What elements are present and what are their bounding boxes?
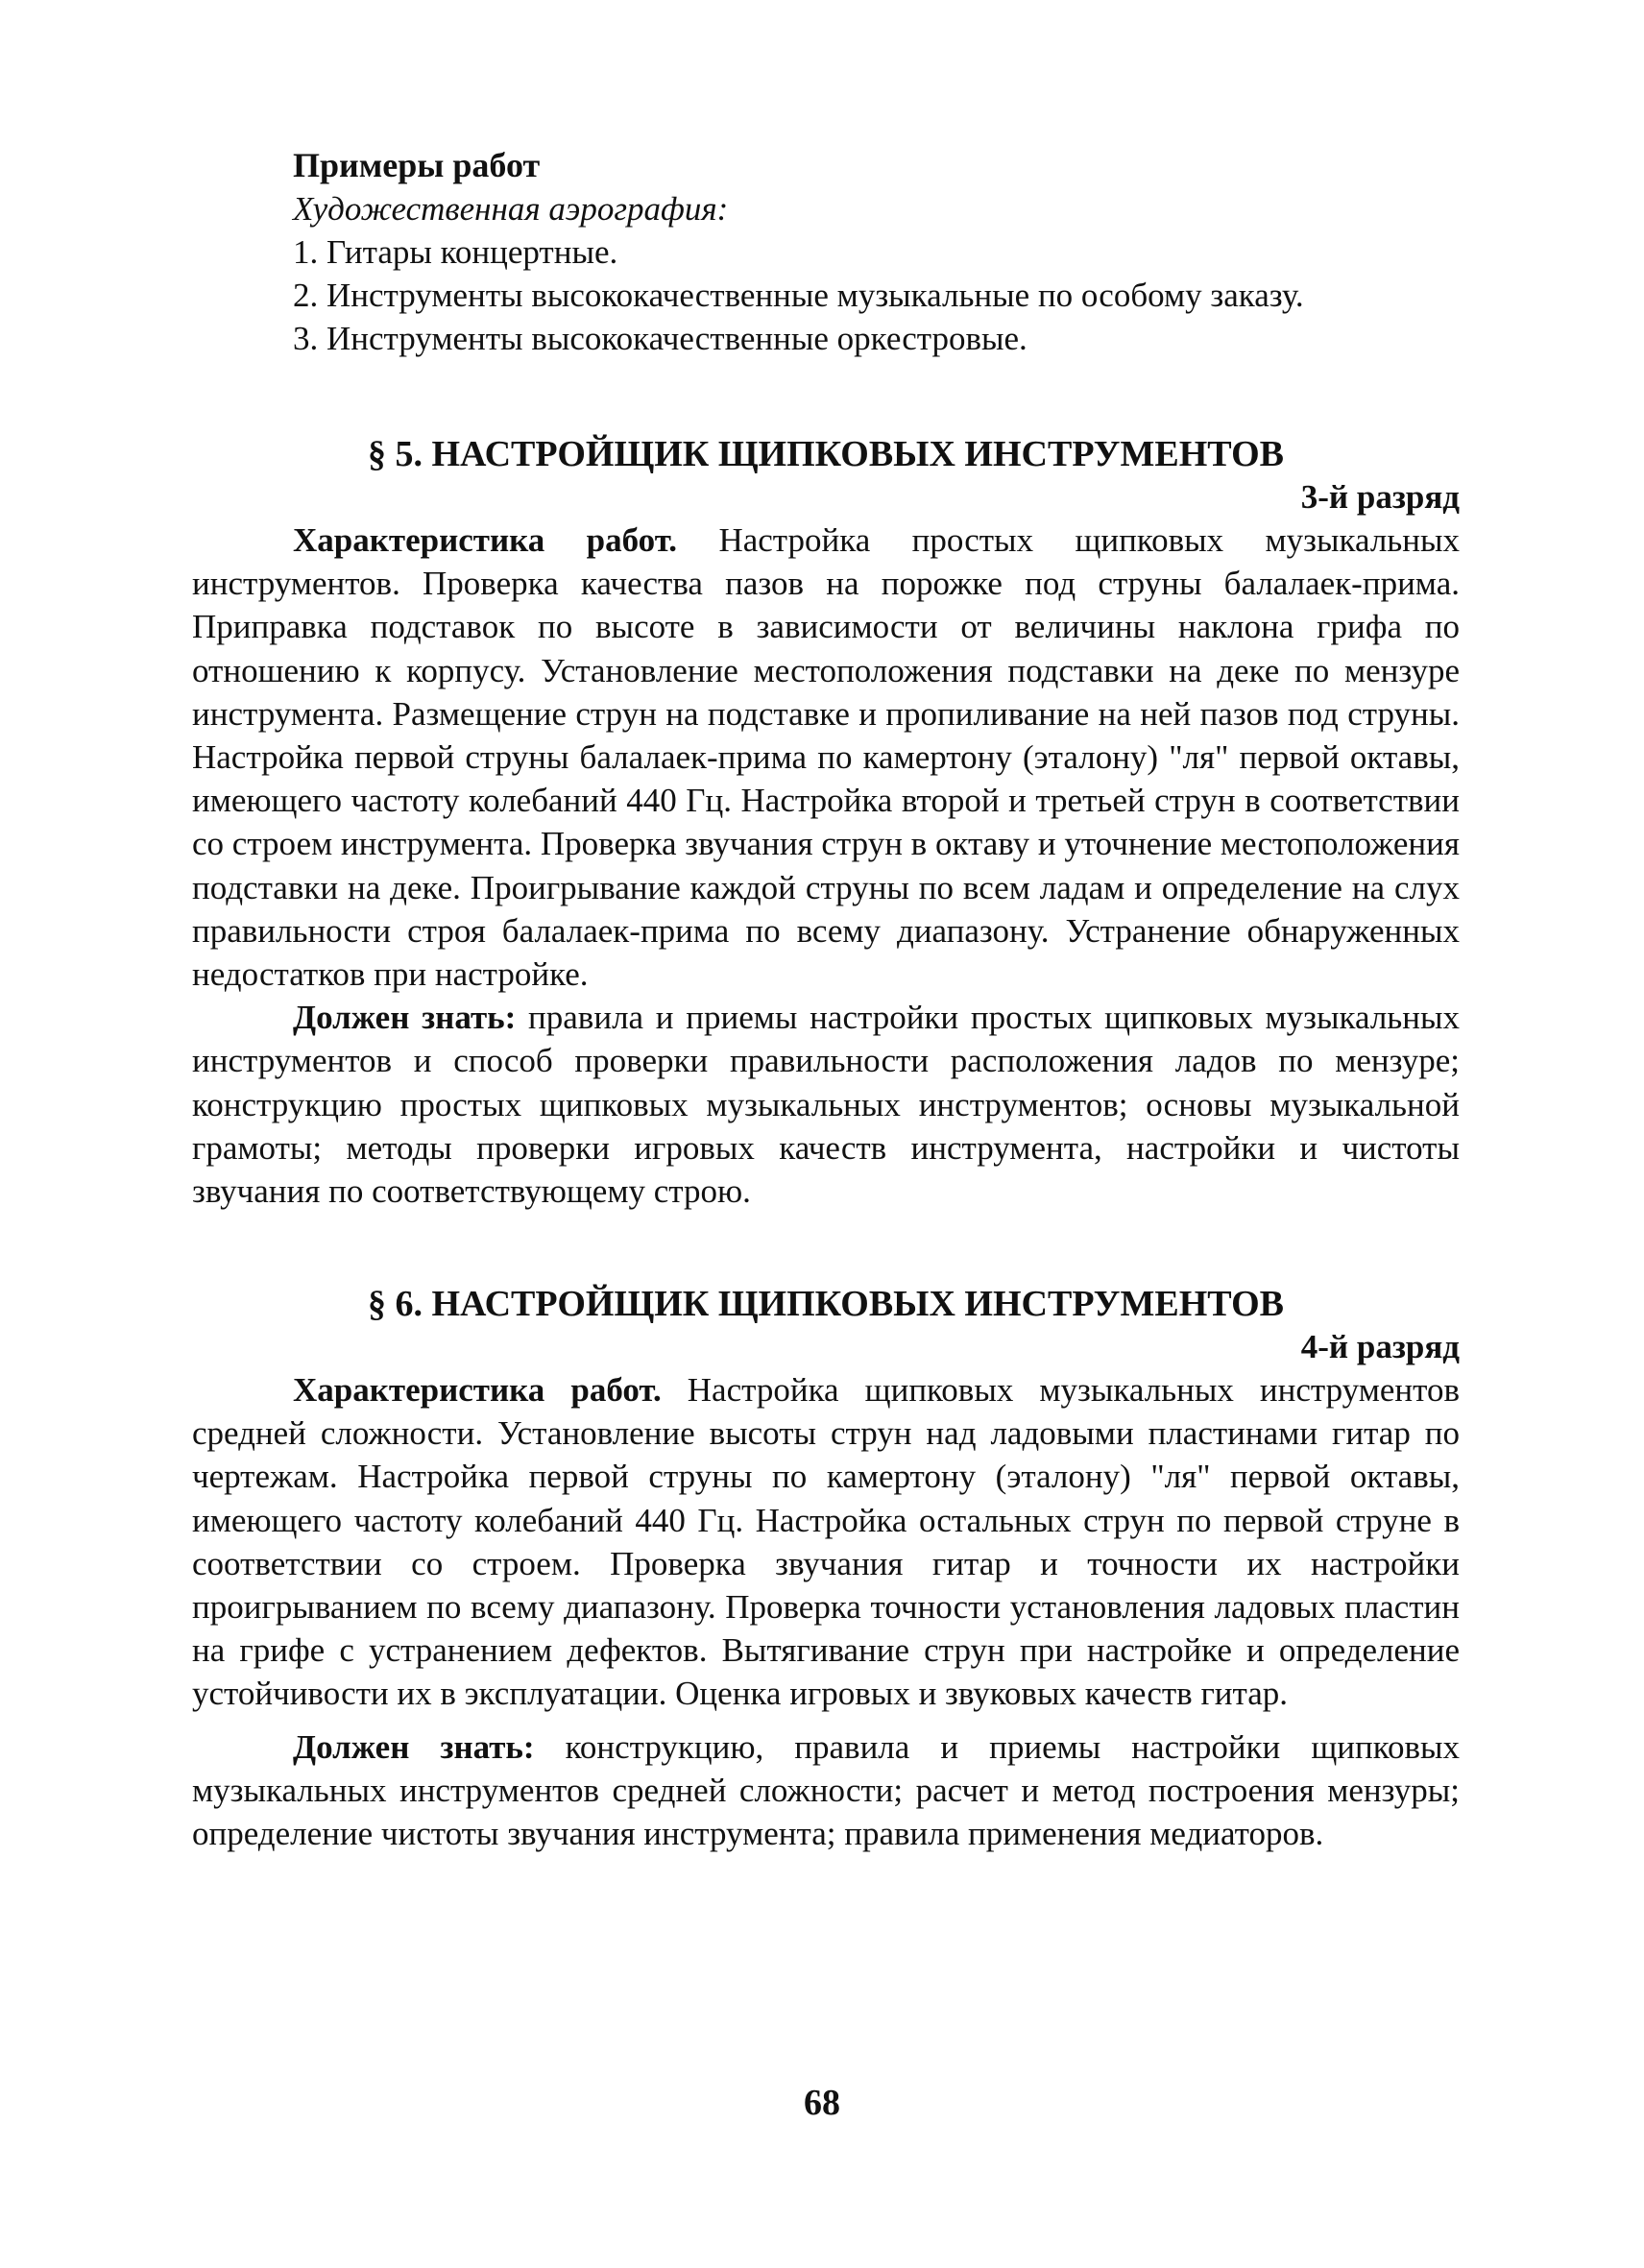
- page-number: 68: [804, 2083, 840, 2123]
- examples-item: 3. Инструменты высококачественные оркестровые.: [293, 320, 1028, 358]
- knowledge-paragraph: [192, 1725, 1460, 1856]
- examples-block: [192, 144, 1460, 360]
- section-title: § 6. НАСТРОЙЩИК ЩИПКОВЫХ ИНСТРУМЕНТОВ: [367, 1284, 1285, 1324]
- knowledge-label: Должен знать:: [293, 999, 517, 1037]
- section-5: [192, 432, 1460, 1213]
- examples-item: 2. Инструменты высококачественные музыкальные по особому заказу.: [293, 277, 1304, 314]
- rank-label: 3-й разряд: [1300, 478, 1460, 516]
- examples-heading: Примеры работ: [293, 146, 541, 184]
- rank-label: 4-й разряд: [1300, 1328, 1460, 1365]
- knowledge-text: конструкцию, правила и приемы настройки щипковых музыкальных инструментов средней сложности; расчет и метод построения мензуры; определение чистоты звучания инструмента; правила применения медиаторов.: [192, 1727, 1461, 1853]
- characteristics-text: Настройка простых щипковых музыкальных инструментов. Проверка качества пазов на порожке под струны балалаек-прима. Приправка подставок по высоте в зависимости от величины наклона грифа по отношению к корпусу. Установление местоположения подставки на деке по мензуре инструмента. Размещение струн на подставке и пропиливание на ней пазов под струны. Настройка первой струны балалаек-прима по камертону (эталону) "ля" первой октавы, имеющего частоту колебаний 440 Гц. Настройка второй и третьей струн в соответствии со строем инструмента. Проверка звучания струн в октаву и уточнение местоположения подставки на деке. Проигрывание каждой струны по всем ладам и определение на слух правильности строя балалаек-прима по всему диапазону. Устранение обнаруженных недостатков при настройке.: [192, 521, 1461, 994]
- knowledge-label: Должен знать:: [293, 1727, 535, 1766]
- examples-subheading: Художественная аэрография:: [293, 190, 729, 228]
- knowledge-paragraph: [192, 996, 1460, 1213]
- characteristics-label: Характеристика работ.: [293, 1371, 662, 1409]
- characteristics-label: Характеристика работ.: [293, 521, 678, 559]
- section-6: [192, 1282, 1460, 1855]
- knowledge-text: правила и приемы настройки простых щипковых музыкальных инструментов и способ проверки правильности расположения ладов по мензуре; конструкцию простых щипковых музыкальных инструментов; основы музыкальной грамоты; методы проверки игровых качеств инструмента, настройки и чистоты звучания по соответствующему строю.: [192, 999, 1460, 1211]
- characteristics-paragraph: [192, 519, 1460, 996]
- section-title: § 5. НАСТРОЙЩИК ЩИПКОВЫХ ИНСТРУМЕНТОВ: [367, 434, 1285, 474]
- characteristics-text: Настройка щипковых музыкальных инструментов средней сложности. Установление высоты струн над ладовыми пластинами гитар по чертежам. Настройка первой струны по камертону (эталону) "ля" первой октавы, имеющего частоту колебаний 440 Гц. Настройка остальных струн по первой струне в соответствии со строем. Проверка звучания гитар и точности их настройки проигрыванием по всему диапазону. Проверка точности установления ладовых пластин на грифе с устранением дефектов. Вытягивание струн при настройке и определение устойчивости их в эксплуатации. Оценка игровых и звуковых качеств гитар.: [192, 1371, 1460, 1713]
- examples-item: 1. Гитары концертные.: [293, 233, 618, 271]
- characteristics-paragraph: [192, 1368, 1460, 1716]
